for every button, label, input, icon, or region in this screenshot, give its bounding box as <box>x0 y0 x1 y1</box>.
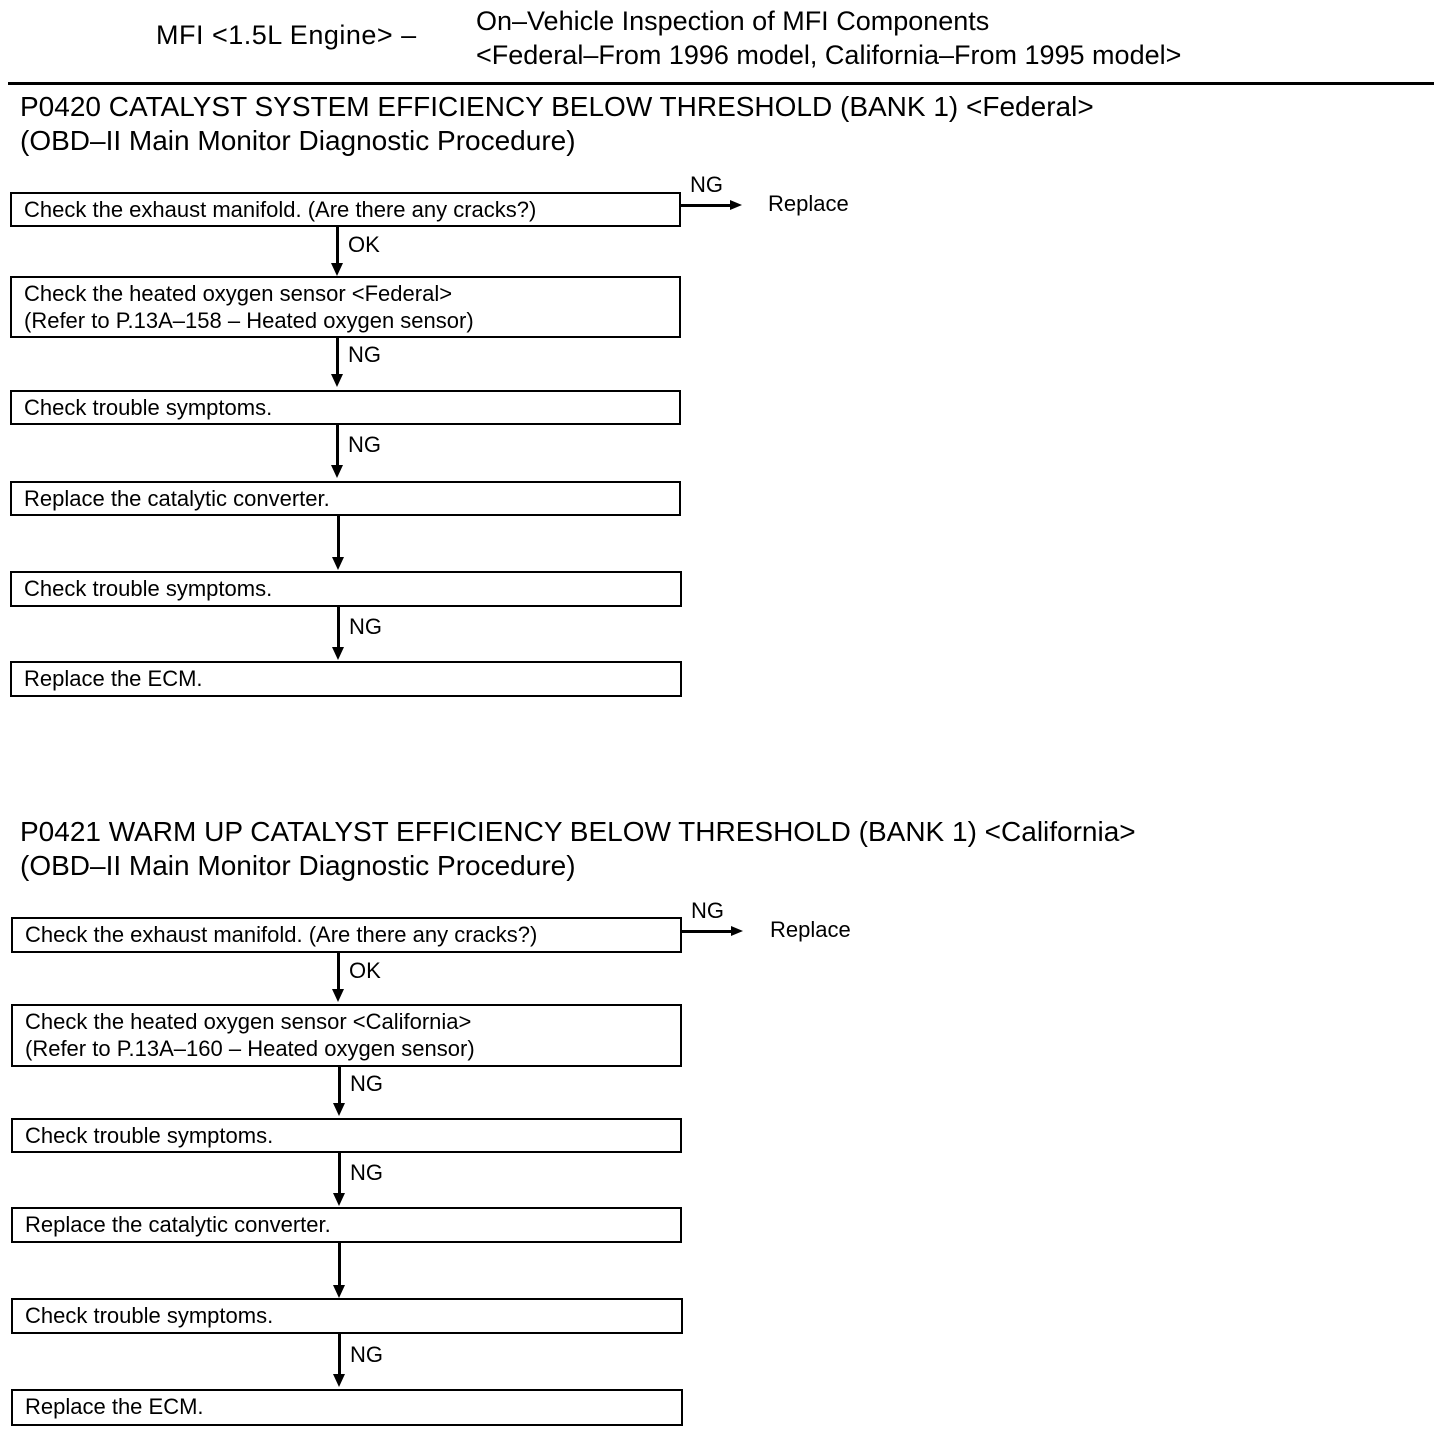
section-1-connector-2-line <box>336 338 339 376</box>
section-1-branch-result: Replace <box>768 191 849 216</box>
header-title-line-2: <Federal–From 1996 model, California–From 1995 model> <box>476 40 1182 70</box>
section-2-branch-result: Replace <box>770 917 851 942</box>
section-1-connector-3-arrow-icon <box>331 465 343 478</box>
step-text: Check the heated oxygen sensor <California> <box>25 1009 472 1034</box>
step-text: Check trouble symptoms. <box>24 576 273 601</box>
step-text: Check the exhaust manifold. (Are there any cracks?) <box>25 922 538 947</box>
step-text: Check trouble symptoms. <box>25 1123 274 1148</box>
step-text: Check trouble symptoms. <box>25 1303 274 1328</box>
section-1-connector-4-line <box>337 516 340 559</box>
section-2-connector-1-line <box>337 953 340 991</box>
section-2-connector-1-arrow-icon <box>332 989 344 1002</box>
section-1-connector-5-line <box>337 607 340 649</box>
section-2-title <box>20 815 1136 883</box>
section-2-connector-4-arrow-icon <box>333 1285 345 1298</box>
step-text: Check the exhaust manifold. (Are there any cracks?) <box>24 197 537 222</box>
section-2-connector-1-label: OK <box>349 958 381 983</box>
step-text: (Refer to P.13A–158 – Heated oxygen sensor) <box>24 308 474 333</box>
section-1-connector-3-line <box>336 425 339 467</box>
section-1-connector-2-arrow-icon <box>331 374 343 387</box>
section-1-step-1-box <box>10 192 681 227</box>
section-2-step-5-box <box>11 1298 683 1334</box>
section-2-connector-2-arrow-icon <box>333 1103 345 1116</box>
section-1-connector-1-line <box>336 227 339 265</box>
section-2-connector-3-arrow-icon <box>333 1193 345 1206</box>
section-2-connector-3-line <box>338 1153 341 1195</box>
section-2-connector-4-line <box>338 1243 341 1287</box>
section-2-step-3-box <box>11 1118 682 1153</box>
header-divider <box>8 82 1434 85</box>
section-1-step-4-box <box>10 481 681 516</box>
step-text: Replace the catalytic converter. <box>25 1212 331 1237</box>
section-2-step-4-box <box>11 1207 682 1243</box>
header-module-title: MFI <1.5L Engine> – <box>156 20 417 50</box>
step-text: Replace the catalytic converter. <box>24 486 330 511</box>
section-2-branch-line <box>681 930 731 933</box>
section-1-step-2-box <box>10 276 681 338</box>
step-text: Replace the ECM. <box>25 1394 204 1419</box>
section-1-step-6-box <box>10 661 682 697</box>
section-1-branch-arrow-icon <box>730 200 742 210</box>
section-1-title-line-2: (OBD–II Main Monitor Diagnostic Procedure) <box>20 125 576 156</box>
section-1-title-line-1: P0420 CATALYST SYSTEM EFFICIENCY BELOW THRESHOLD (BANK 1) <Federal> <box>20 91 1094 122</box>
section-1-connector-4-arrow-icon <box>332 557 344 570</box>
section-2-step-6-box <box>11 1389 683 1426</box>
section-1-branch-label: NG <box>690 172 723 197</box>
step-text: Replace the ECM. <box>24 666 203 691</box>
section-2-connector-2-label: NG <box>350 1071 383 1096</box>
section-2-connector-5-label: NG <box>350 1342 383 1367</box>
section-2-branch-arrow-icon <box>731 926 743 936</box>
section-2-step-1-box <box>11 917 682 953</box>
section-2-title-line-1: P0421 WARM UP CATALYST EFFICIENCY BELOW THRESHOLD (BANK 1) <California> <box>20 816 1136 847</box>
section-1-title <box>20 90 1094 158</box>
section-2-connector-3-label: NG <box>350 1160 383 1185</box>
section-1-connector-5-label: NG <box>349 614 382 639</box>
section-2-connector-2-line <box>338 1067 341 1105</box>
section-2-connector-5-arrow-icon <box>333 1374 345 1387</box>
section-1-connector-2-label: NG <box>348 342 381 367</box>
section-1-step-5-box <box>10 571 682 607</box>
step-text: (Refer to P.13A–160 – Heated oxygen sensor) <box>25 1036 475 1061</box>
header-section-title <box>476 4 1181 72</box>
step-text: Check the heated oxygen sensor <Federal> <box>24 281 453 306</box>
section-1-branch-line <box>680 204 730 207</box>
section-2-title-line-2: (OBD–II Main Monitor Diagnostic Procedure) <box>20 850 576 881</box>
section-1-connector-3-label: NG <box>348 432 381 457</box>
step-text: Check trouble symptoms. <box>24 395 273 420</box>
header-title-line-1: On–Vehicle Inspection of MFI Components <box>476 6 990 36</box>
section-1-connector-5-arrow-icon <box>332 647 344 660</box>
section-1-connector-1-arrow-icon <box>331 263 343 276</box>
section-2-connector-5-line <box>338 1334 341 1376</box>
section-2-step-2-box <box>11 1004 682 1067</box>
section-1-connector-1-label: OK <box>348 232 380 257</box>
section-2-branch-label: NG <box>691 898 724 923</box>
section-1-step-3-box <box>10 390 681 425</box>
